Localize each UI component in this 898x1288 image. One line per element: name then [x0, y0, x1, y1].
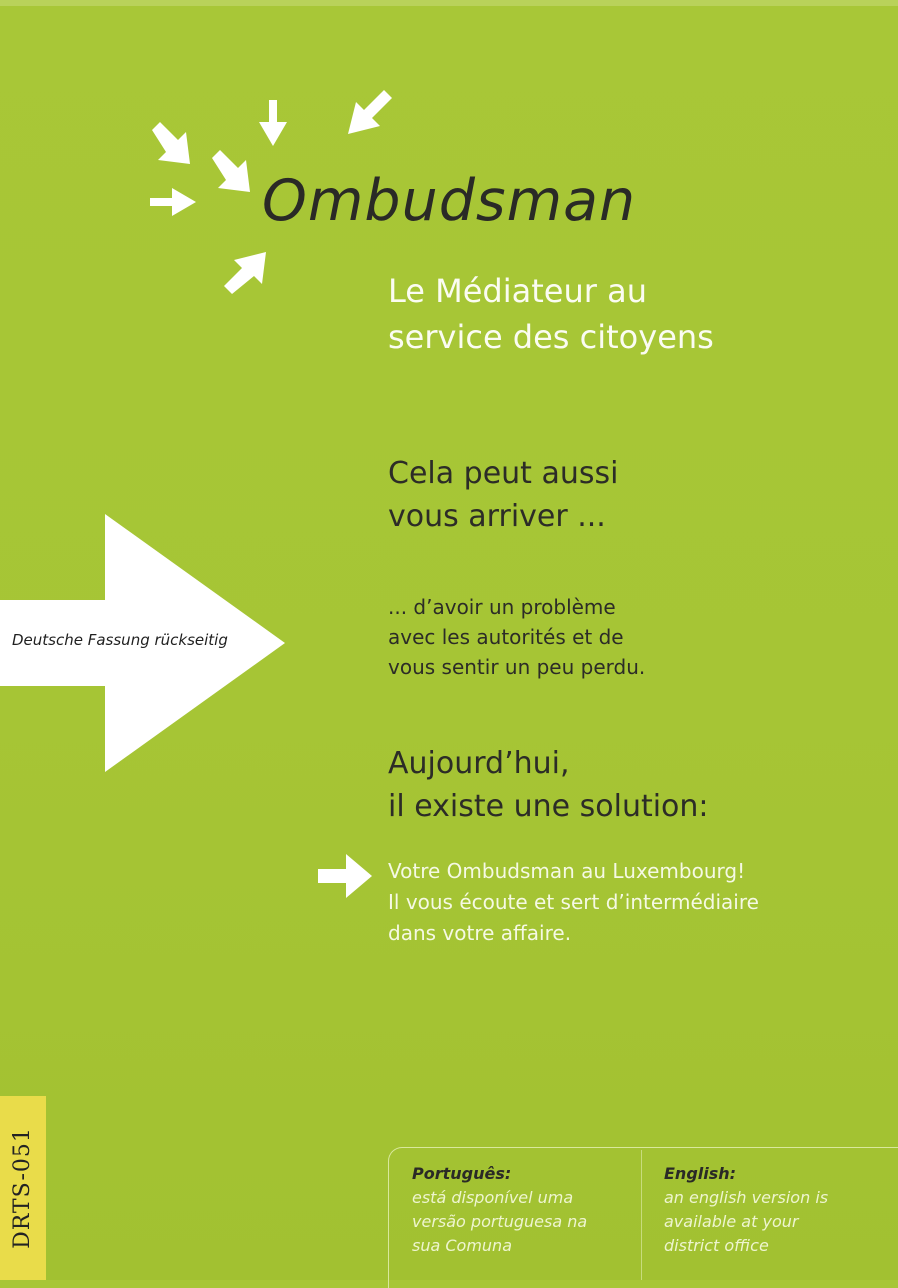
top-edge [0, 0, 898, 6]
portuguese-heading: Português: [412, 1164, 512, 1183]
ombudsman-title: Ombudsman [262, 168, 637, 234]
subtitle-line: Le Médiateur au [388, 272, 647, 310]
language-divider [641, 1150, 642, 1280]
portuguese-line: está disponível uma [412, 1188, 574, 1207]
portuguese-note [412, 1162, 587, 1258]
headline-line: vous arriver ... [388, 499, 606, 534]
headline-line: Cela peut aussi [388, 456, 619, 491]
problem-line: ... d’avoir un problème [388, 595, 616, 619]
english-line: an english version is [664, 1188, 829, 1207]
english-line: available at your [664, 1212, 799, 1231]
problem-line: vous sentir un peu perdu. [388, 655, 646, 679]
intro-text [388, 856, 759, 949]
headline-line: Aujourd’hui, [388, 746, 570, 781]
right-arrow-icon [318, 854, 372, 898]
intro-line: Votre Ombudsman au Luxembourg! [388, 859, 746, 883]
intro-line: dans votre affaire. [388, 921, 572, 945]
portuguese-line: sua Comuna [412, 1236, 512, 1255]
document-code: DRTS-051 [10, 1127, 35, 1249]
portuguese-line: versão portuguesa na [412, 1212, 588, 1231]
subtitle [388, 268, 714, 360]
subtitle-line: service des citoyens [388, 318, 714, 356]
english-line: district office [664, 1236, 769, 1255]
problem-line: avec les autorités et de [388, 625, 624, 649]
headline-arrive [388, 452, 618, 538]
problem-text [388, 592, 645, 682]
german-version-label: Deutsche Fassung rückseitig [12, 631, 228, 649]
headline-solution [388, 742, 709, 828]
headline-line: il existe une solution: [388, 789, 709, 824]
english-heading: English: [664, 1164, 737, 1183]
english-note [664, 1162, 828, 1258]
intro-line: Il vous écoute et sert d’intermédiaire [388, 890, 759, 914]
